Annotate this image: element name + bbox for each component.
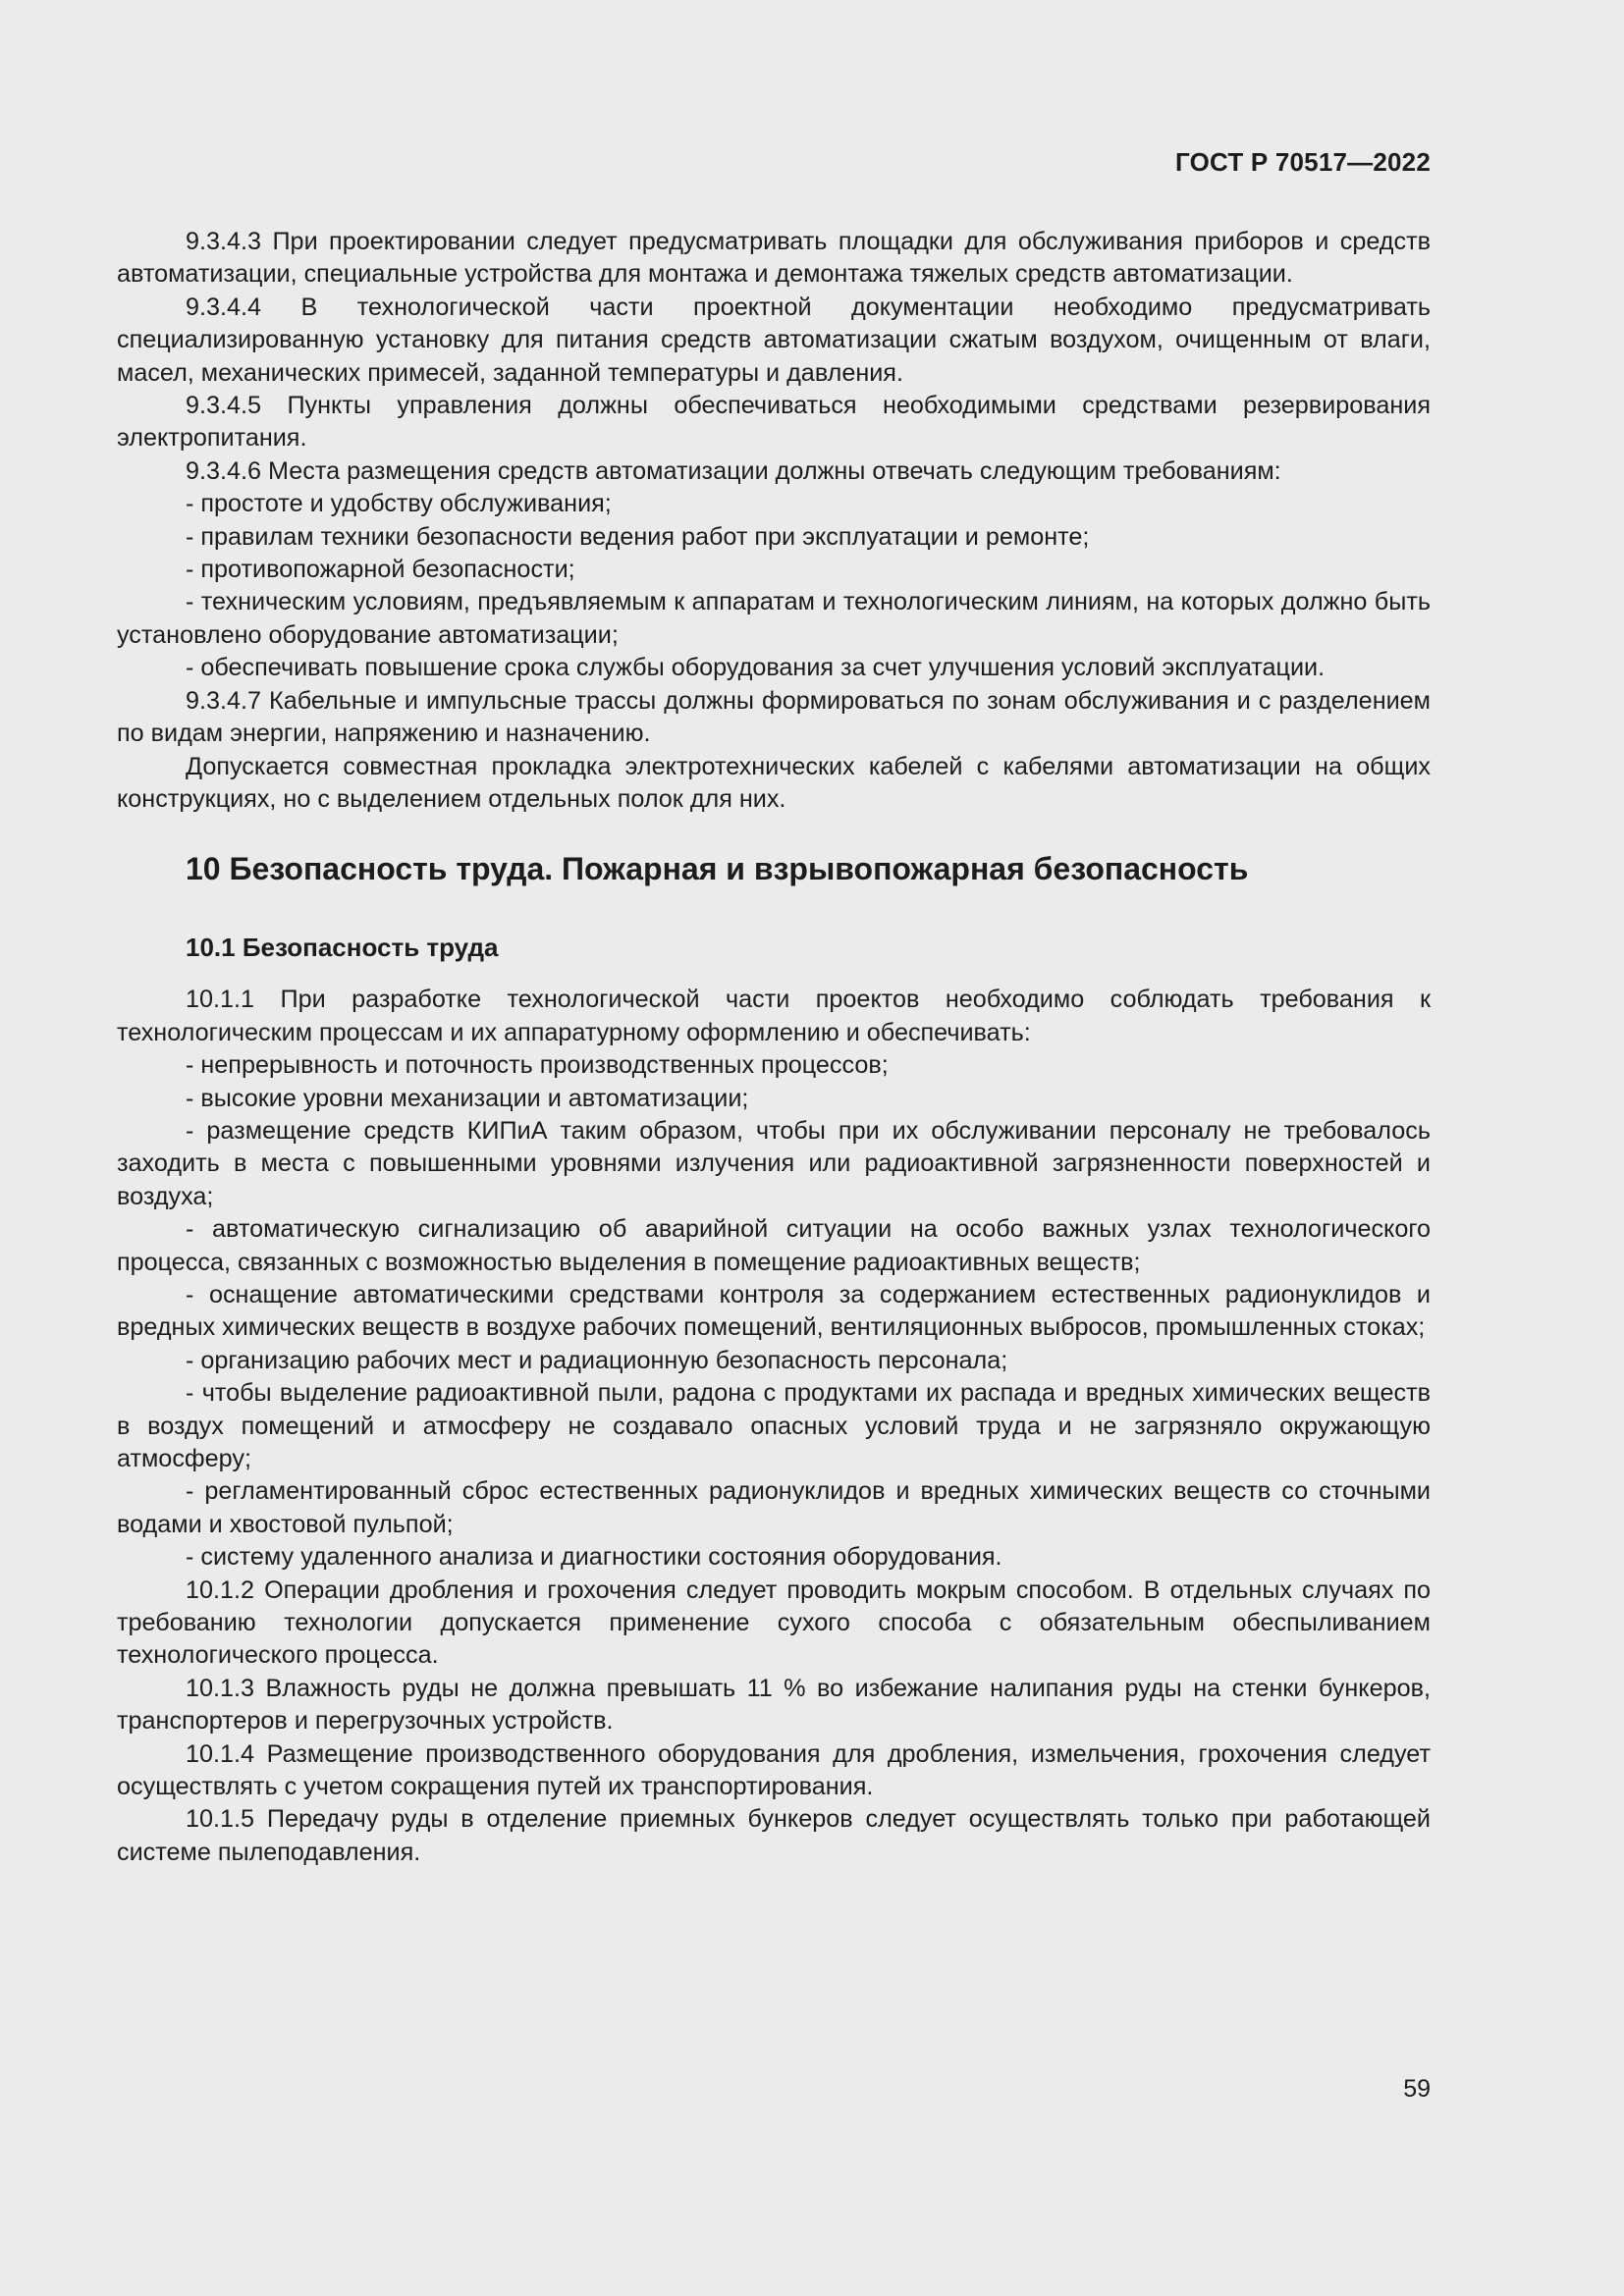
paragraph-9-3-4-5: 9.3.4.5 Пункты управления должны обеспечиваться необходимыми средствами резервирования электропитания.: [117, 392, 1431, 453]
list-item: - регламентированный сброс естественных радионуклидов и вредных химических веществ со сточными водами и хвостовой пульпой;: [117, 1477, 1431, 1538]
list-item: - систему удаленного анализа и диагностики состояния оборудования.: [186, 1543, 1002, 1572]
subsection-heading-10-1: 10.1 Безопасность труда: [186, 933, 499, 963]
document-code: ГОСТ Р 70517—2022: [1175, 147, 1431, 177]
paragraph-10-1-2: 10.1.2 Операции дробления и грохочения следует проводить мокрым способом. В отдельных случаях по требованию технологии допускается применение сухого способа с обязательным обеспыливанием технологического процесса.: [117, 1575, 1431, 1670]
list-item: - техническим условиям, предъявляемым к аппаратам и технологическим линиям, на которых должно быть установлено оборудование автоматизации;: [117, 588, 1431, 649]
page-body: [117, 226, 1431, 1869]
paragraph-9-3-4-4: 9.3.4.4 В технологической части проектной документации необходимо предусматривать специализированную установку для питания средств автоматизации сжатым воздухом, очищенным от влаги, масел, механических примесей, заданной температуры и давления.: [117, 293, 1431, 387]
paragraph-10-1-1: 10.1.1 При разработке технологической части проектов необходимо соблюдать требования к технологическим процессам и их аппаратурному оформлению и обеспечивать:: [117, 986, 1431, 1046]
list-item: - оснащение автоматическими средствами контроля за содержанием естественных радионуклидов и вредных химических веществ в воздухе рабочих помещений, вентиляционных выбросов, промышленных стоках;: [117, 1280, 1431, 1342]
list-item: - чтобы выделение радиоактивной пыли, радона с продуктами их распада и вредных химических веществ в воздух помещений и атмосферу не создавало опасных условий труда и не загрязняло окружающую атмосферу;: [117, 1379, 1431, 1472]
list-item: - автоматическую сигнализацию об аварийной ситуации на особо важных узлах технологического процесса, связанных с возможностью выделения в помещение радиоактивных веществ;: [117, 1215, 1431, 1276]
list-item: - противопожарной безопасности;: [186, 556, 575, 584]
paragraph-9-3-4-3: 9.3.4.3 При проектировании следует предусматривать площадки для обслуживания приборов и средств автоматизации, специальные устройства для монтажа и демонтажа тяжелых средств автоматизации.: [117, 228, 1431, 289]
list-item: - размещение средств КИПиА таким образом, чтобы при их обслуживании персоналу не требовалось заходить в места с повышенными уровнями излучения или радиоактивной загрязненности поверхностей и воздуха;: [117, 1116, 1431, 1210]
list-item: - обеспечивать повышение срока службы оборудования за счет улучшения условий эксплуатации.: [186, 654, 1326, 682]
paragraph-10-1-5: 10.1.5 Передачу руды в отделение приемных бункеров следует осуществлять только при работающей системе пылеподавления.: [117, 1805, 1431, 1866]
paragraph-10-1-4: 10.1.4 Размещение производственного оборудования для дробления, измельчения, грохочения следует осуществлять с учетом сокращения путей их транспортирования.: [117, 1739, 1431, 1801]
paragraph-9-3-4-6: 9.3.4.6 Места размещения средств автоматизации должны отвечать следующим требованиям:: [186, 456, 1281, 485]
paragraph-9-3-4-7: 9.3.4.7 Кабельные и импульсные трассы должны формироваться по зонам обслуживания и с разделением по видам энергии, напряжению и назначению.: [117, 686, 1431, 748]
page-number: 59: [1403, 2075, 1431, 2103]
list-item: - правилам техники безопасности ведения работ при эксплуатации и ремонте;: [186, 522, 1090, 551]
list-item: - непрерывность и поточность производственных процессов;: [186, 1051, 889, 1080]
section-heading-10: 10 Безопасность труда. Пожарная и взрывопожарная безопасность: [186, 851, 1249, 887]
paragraph-10-1-3: 10.1.3 Влажность руды не должна превышать 11 % во избежание налипания руды на стенки бункеров, транспортеров и перегрузочных устройств.: [117, 1674, 1431, 1735]
list-item: - организацию рабочих мест и радиационную безопасность персонала;: [186, 1346, 1008, 1374]
paragraph-allowed-cabling: Допускается совместная прокладка электротехнических кабелей с кабелями автоматизации на общих конструкциях, но с выделением отдельных полок для них.: [117, 752, 1431, 813]
list-item: - высокие уровни механизации и автоматизации;: [186, 1084, 749, 1112]
list-item: - простоте и удобству обслуживания;: [186, 490, 612, 518]
